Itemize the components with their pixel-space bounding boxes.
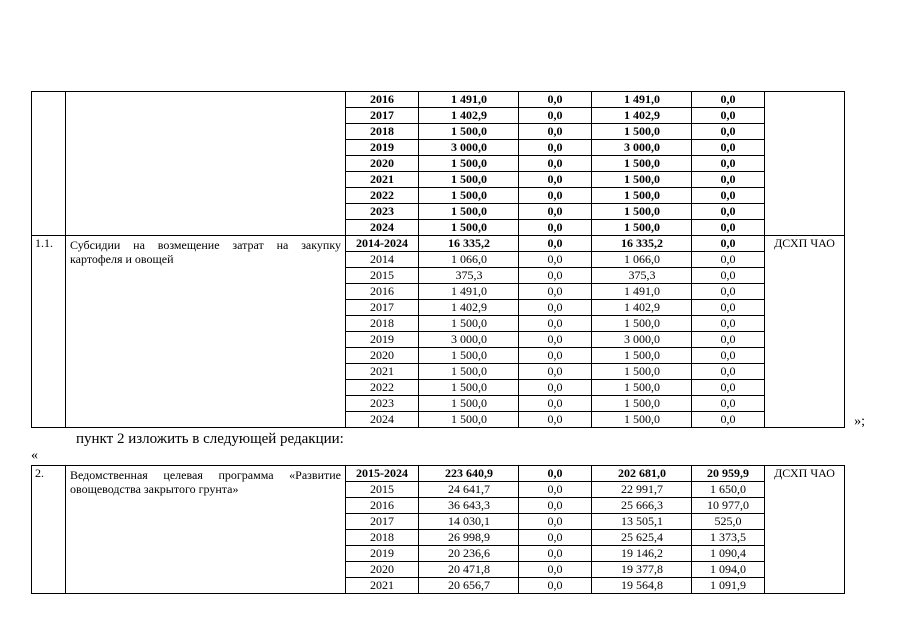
total-cell: 1 491,0 [419, 284, 519, 300]
value-cell: 0,0 [692, 268, 765, 284]
value-cell: 0,0 [519, 108, 592, 124]
value-cell: 0,0 [692, 156, 765, 172]
total-cell: 1 500,0 [419, 188, 519, 204]
executor-cell: ДСХП ЧАО [765, 466, 845, 594]
value-cell: 1 491,0 [592, 92, 692, 108]
year-cell: 2018 [346, 316, 419, 332]
year-cell: 2019 [346, 140, 419, 156]
program-table [31, 465, 845, 594]
value-cell: 0,0 [519, 124, 592, 140]
year-cell: 2017 [346, 514, 419, 530]
executor-cell: ДСХП ЧАО [765, 236, 845, 428]
total-cell: 1 066,0 [419, 252, 519, 268]
value-cell: 0,0 [519, 156, 592, 172]
total-cell: 1 500,0 [419, 156, 519, 172]
subsidy-table [31, 91, 845, 428]
value-cell: 0,0 [519, 268, 592, 284]
value-cell: 1 500,0 [592, 396, 692, 412]
description-cell [66, 92, 346, 236]
value-cell: 1 500,0 [592, 412, 692, 428]
value-cell: 3 000,0 [592, 140, 692, 156]
value-cell: 0,0 [692, 412, 765, 428]
total-cell: 20 236,6 [419, 546, 519, 562]
description-cell: Субсидии на возмещение затрат на закупку картофеля и овощей [66, 236, 346, 428]
value-cell: 0,0 [692, 188, 765, 204]
year-cell: 2024 [346, 412, 419, 428]
value-cell: 0,0 [519, 546, 592, 562]
year-cell: 2014 [346, 252, 419, 268]
year-cell: 2021 [346, 364, 419, 380]
table-row [32, 92, 845, 108]
year-cell: 2017 [346, 300, 419, 316]
value-cell: 0,0 [692, 284, 765, 300]
value-cell: 25 666,3 [592, 498, 692, 514]
value-cell: 202 681,0 [592, 466, 692, 482]
total-cell: 1 500,0 [419, 380, 519, 396]
year-cell: 2015 [346, 482, 419, 498]
total-cell: 20 471,8 [419, 562, 519, 578]
value-cell: 1 402,9 [592, 300, 692, 316]
value-cell: 1 094,0 [692, 562, 765, 578]
year-cell: 2018 [346, 124, 419, 140]
value-cell: 0,0 [519, 316, 592, 332]
value-cell: 0,0 [692, 364, 765, 380]
year-cell: 2017 [346, 108, 419, 124]
year-cell: 2021 [346, 578, 419, 594]
value-cell: 0,0 [519, 466, 592, 482]
value-cell: 1 373,5 [692, 530, 765, 546]
total-cell: 1 500,0 [419, 396, 519, 412]
year-cell: 2020 [346, 156, 419, 172]
value-cell: 13 505,1 [592, 514, 692, 530]
total-cell: 16 335,2 [419, 236, 519, 252]
executor-cell [765, 92, 845, 236]
year-cell: 2018 [346, 530, 419, 546]
value-cell: 0,0 [692, 332, 765, 348]
value-cell: 0,0 [692, 252, 765, 268]
value-cell: 19 146,2 [592, 546, 692, 562]
total-cell: 375,3 [419, 268, 519, 284]
table-row [32, 236, 845, 252]
value-cell: 1 500,0 [592, 188, 692, 204]
value-cell: 0,0 [519, 530, 592, 546]
value-cell: 0,0 [519, 380, 592, 396]
value-cell: 0,0 [519, 482, 592, 498]
value-cell: 0,0 [519, 220, 592, 236]
year-cell: 2021 [346, 172, 419, 188]
value-cell: 0,0 [519, 514, 592, 530]
value-cell: 0,0 [519, 412, 592, 428]
value-cell: 0,0 [519, 284, 592, 300]
value-cell: 0,0 [519, 172, 592, 188]
value-cell: 0,0 [519, 396, 592, 412]
total-cell: 1 500,0 [419, 220, 519, 236]
value-cell: 16 335,2 [592, 236, 692, 252]
year-cell: 2022 [346, 188, 419, 204]
value-cell: 0,0 [692, 220, 765, 236]
year-cell: 2019 [346, 546, 419, 562]
total-cell: 36 643,3 [419, 498, 519, 514]
value-cell: 3 000,0 [592, 332, 692, 348]
total-cell: 1 491,0 [419, 92, 519, 108]
value-cell: 0,0 [519, 300, 592, 316]
value-cell: 10 977,0 [692, 498, 765, 514]
value-cell: 0,0 [692, 396, 765, 412]
value-cell: 1 500,0 [592, 156, 692, 172]
total-cell: 1 500,0 [419, 124, 519, 140]
year-cell: 2019 [346, 332, 419, 348]
year-cell: 2023 [346, 204, 419, 220]
value-cell: 19 564,8 [592, 578, 692, 594]
value-cell: 0,0 [692, 92, 765, 108]
year-cell: 2024 [346, 220, 419, 236]
value-cell: 22 991,7 [592, 482, 692, 498]
total-cell: 223 640,9 [419, 466, 519, 482]
number-cell [32, 92, 66, 236]
value-cell: 1 500,0 [592, 348, 692, 364]
year-cell: 2022 [346, 380, 419, 396]
value-cell: 1 500,0 [592, 124, 692, 140]
total-cell: 14 030,1 [419, 514, 519, 530]
value-cell: 0,0 [692, 140, 765, 156]
value-cell: 0,0 [692, 348, 765, 364]
total-cell: 26 998,9 [419, 530, 519, 546]
year-cell: 2014-2024 [346, 236, 419, 252]
total-cell: 1 500,0 [419, 172, 519, 188]
year-cell: 2016 [346, 284, 419, 300]
value-cell: 0,0 [519, 236, 592, 252]
value-cell: 1 650,0 [692, 482, 765, 498]
value-cell: 1 491,0 [592, 284, 692, 300]
amendment-paragraph: пункт 2 изложить в следующей редакции: [76, 431, 344, 447]
value-cell: 25 625,4 [592, 530, 692, 546]
value-cell: 0,0 [519, 364, 592, 380]
value-cell: 1 066,0 [592, 252, 692, 268]
year-cell: 2015-2024 [346, 466, 419, 482]
value-cell: 0,0 [692, 124, 765, 140]
value-cell: 0,0 [519, 348, 592, 364]
table-row [32, 466, 845, 482]
value-cell: 19 377,8 [592, 562, 692, 578]
value-cell: 1 090,4 [692, 546, 765, 562]
total-cell: 1 402,9 [419, 300, 519, 316]
value-cell: 0,0 [519, 562, 592, 578]
year-cell: 2016 [346, 498, 419, 514]
year-cell: 2016 [346, 92, 419, 108]
value-cell: 0,0 [519, 188, 592, 204]
value-cell: 1 500,0 [592, 380, 692, 396]
value-cell: 0,0 [692, 236, 765, 252]
value-cell: 0,0 [519, 92, 592, 108]
total-cell: 3 000,0 [419, 332, 519, 348]
value-cell: 1 500,0 [592, 204, 692, 220]
value-cell: 525,0 [692, 514, 765, 530]
value-cell: 0,0 [519, 578, 592, 594]
closing-quote: »; [854, 414, 865, 429]
year-cell: 2020 [346, 562, 419, 578]
total-cell: 3 000,0 [419, 140, 519, 156]
year-cell: 2023 [346, 396, 419, 412]
value-cell: 0,0 [692, 172, 765, 188]
total-cell: 20 656,7 [419, 578, 519, 594]
value-cell: 0,0 [692, 204, 765, 220]
total-cell: 1 500,0 [419, 348, 519, 364]
value-cell: 375,3 [592, 268, 692, 284]
total-cell: 1 402,9 [419, 108, 519, 124]
value-cell: 0,0 [692, 316, 765, 332]
total-cell: 1 500,0 [419, 204, 519, 220]
value-cell: 1 091,9 [692, 578, 765, 594]
number-cell: 1.1. [32, 236, 66, 428]
total-cell: 1 500,0 [419, 364, 519, 380]
value-cell: 0,0 [519, 332, 592, 348]
total-cell: 24 641,7 [419, 482, 519, 498]
value-cell: 0,0 [692, 108, 765, 124]
value-cell: 0,0 [519, 140, 592, 156]
value-cell: 0,0 [519, 252, 592, 268]
value-cell: 1 500,0 [592, 220, 692, 236]
value-cell: 1 402,9 [592, 108, 692, 124]
opening-quote: « [31, 448, 38, 463]
value-cell: 0,0 [692, 380, 765, 396]
value-cell: 1 500,0 [592, 364, 692, 380]
year-cell: 2015 [346, 268, 419, 284]
year-cell: 2020 [346, 348, 419, 364]
value-cell: 1 500,0 [592, 316, 692, 332]
description-cell: Ведомственная целевая программа «Развитие овощеводства закрытого грунта» [66, 466, 346, 594]
value-cell: 1 500,0 [592, 172, 692, 188]
value-cell: 20 959,9 [692, 466, 765, 482]
value-cell: 0,0 [519, 498, 592, 514]
total-cell: 1 500,0 [419, 412, 519, 428]
total-cell: 1 500,0 [419, 316, 519, 332]
number-cell: 2. [32, 466, 66, 594]
value-cell: 0,0 [519, 204, 592, 220]
value-cell: 0,0 [692, 300, 765, 316]
